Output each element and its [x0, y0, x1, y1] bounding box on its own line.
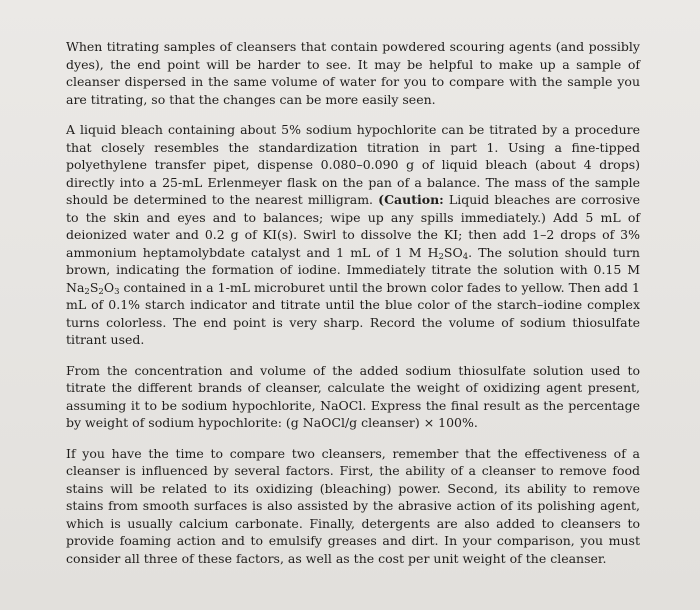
caution-label: (Caution: — [378, 192, 444, 207]
paragraph-cleanser-endpoint: When titrating samples of cleansers that contain powdered scouring agents (and possibly dyes), the end point will be harder to see. It may be helpful to make up a sample of cleanser dispersed in the same volume of water for you to compare with the sample you are titrating, so that the changes can be more easily seen. — [66, 39, 640, 107]
procedure-text-part3: . The solution should turn brown, indicating the formation of iodine. Immediately titrate the solution with 0.15 M Na — [66, 244, 640, 295]
caution-text: Liquid bleaches are corrosive to the skin and eyes and to balances; wipe up any spills immediately.) — [66, 192, 640, 225]
procedure-text-part1: A liquid bleach containing about 5% sodium hypochlorite can be titrated by a procedure that closely resembles the standardization titration in part 1. Using a fine-tipped polyethylene transfer pipet, dispense 0.080–0.090 g of liquid bleach (about 4 drops) directly into a 25-mL Erlenmeyer flask on the pan of a balance. The mass of the sample should be determined to the nearest milligram. — [66, 122, 640, 207]
formula-o: O — [103, 279, 115, 295]
paragraph-calculation: From the concentration and volume of the added sodium thiosulfate solution used to titrate the different brands of cleanser, calculate the weight of oxidizing agent present, assuming it to be sodium hypochlorite, NaOCl. Express the final result as the percentage by weight of sodium hypochlorite: (g NaOCl/g cleanser) × 100%. — [66, 362, 640, 430]
paragraph-bleach-procedure — [66, 121, 640, 349]
subscript-s2: 2 — [98, 286, 104, 297]
subscript-o4: 4 — [462, 251, 469, 262]
subscript-o3: 3 — [114, 286, 120, 297]
subscript-na2: 2 — [84, 286, 90, 297]
procedure-text-part2: Add 5 mL of deionized water and 0.2 g of KI(s). Swirl to dissolve the KI; then add 1–2 drops of 3% ammonium heptamolybdate catalyst and 1 mL of 1 M H — [66, 209, 640, 260]
procedure-text-part4: contained in a 1-mL microburet until the brown color fades to yellow. Then add 1 mL of 0.1% starch indicator and titrate until the blue color of the starch–iodine complex turns colorless. The end point is very sharp. Record the volume of sodium thiosulfate titrant used. — [66, 279, 640, 347]
formula-so: SO — [443, 244, 463, 260]
subscript-h2: 2 — [438, 251, 444, 262]
paragraph-comparison: If you have the time to compare two cleansers, remember that the effectiveness of a cleanser is influenced by several factors. First, the ability of a cleanser to remove food stains will be related to its oxidizing (bleaching) power. Second, its ability to remove stains from smooth surfaces is also assisted by the abrasive action of its polishing agent, which is usually calcium carbonate. Finally, detergents are also added to cleansers to provide foaming action and to emulsify greases and dirt. In your comparison, you must consider all three of these factors, as well as the cost per unit weight of the cleanser. — [66, 445, 640, 566]
formula-s: S — [89, 279, 99, 295]
